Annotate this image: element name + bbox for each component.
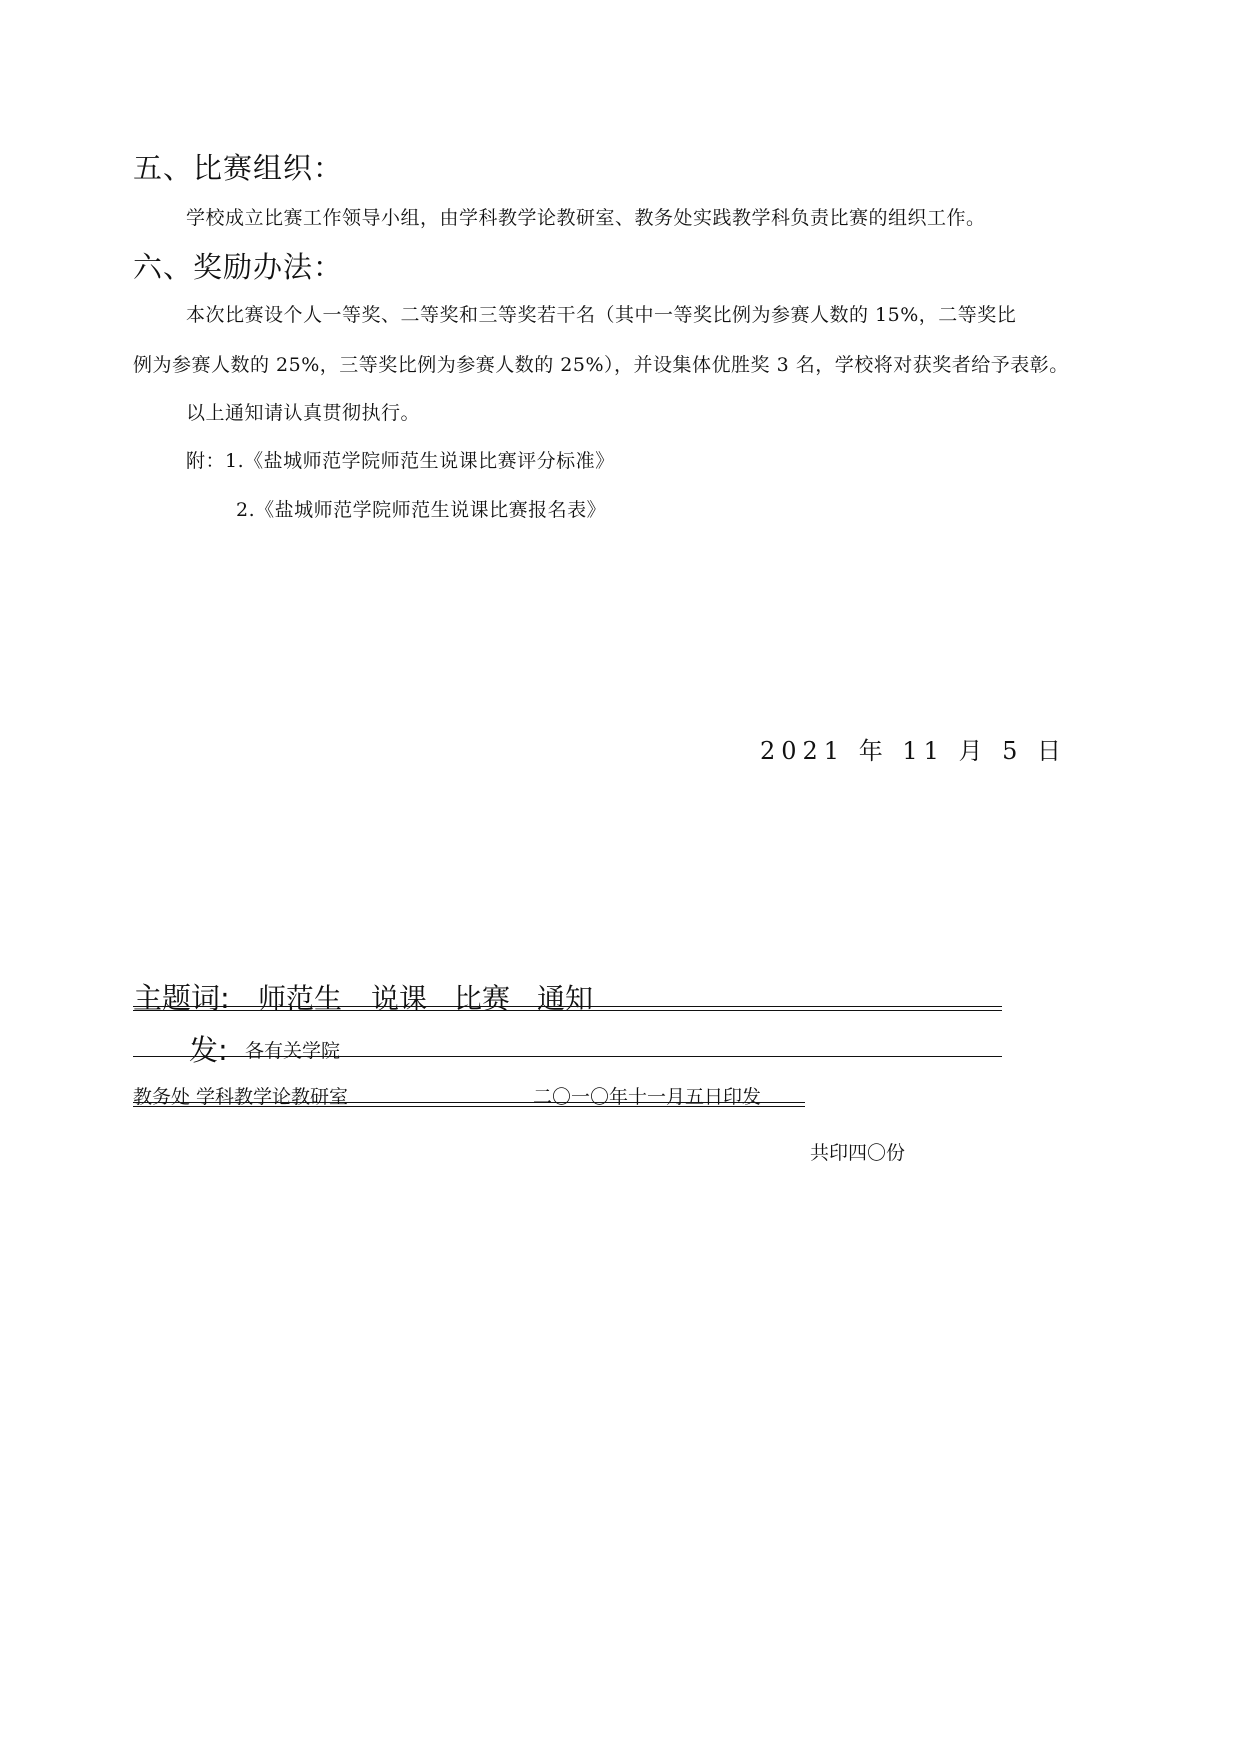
keyword-item: 通知 (537, 982, 594, 1015)
send-label: 发: (189, 1033, 228, 1067)
issuer-rule-bottom (133, 1106, 805, 1107)
keyword-item: 师范生 (258, 982, 343, 1015)
section-5-heading: 五、比赛组织： (133, 151, 344, 185)
keywords-rule-top (133, 1006, 1002, 1007)
send-to-text: 各有关学院 (245, 1040, 341, 1062)
attachment-item-1: 附：1.《盐城师范学院师范生说课比赛评分标准》 (186, 450, 615, 472)
keywords-rule-bottom (133, 1010, 1002, 1011)
keyword-item: 说课 (371, 982, 428, 1015)
send-rule (133, 1056, 1002, 1057)
notice-text: 以上通知请认真贯彻执行。 (186, 402, 421, 424)
issuer-text: 教务处 学科教学论教研室 (133, 1086, 349, 1108)
keyword-item: 比赛 (454, 982, 511, 1015)
issuer-rule-top (133, 1102, 805, 1103)
keywords-label: 主题词: (133, 981, 230, 1015)
section-6-paragraph-line-2: 例为参赛人数的 25%，三等奖比例为参赛人数的 25%），并设集体优胜奖 3 名，学校将对获奖者给予表彰。 (133, 354, 1069, 376)
copies-text: 共印四〇份 (810, 1142, 906, 1164)
section-6-paragraph-line-1: 本次比赛设个人一等奖、二等奖和三等奖若干名（其中一等奖比例为参赛人数的 15%，二等奖比 (186, 304, 1017, 326)
section-6-heading: 六、奖励办法： (133, 250, 344, 284)
document-date: 2021 年 11 月 5 日 (760, 737, 1068, 765)
print-date-text: 二〇一〇年十一月五日印发 (533, 1086, 762, 1108)
attachment-item-2: 2.《盐城师范学院师范生说课比赛报名表》 (236, 499, 607, 521)
section-5-paragraph: 学校成立比赛工作领导小组，由学科教学论教研室、教务处实践教学科负责比赛的组织工作。 (186, 207, 986, 229)
